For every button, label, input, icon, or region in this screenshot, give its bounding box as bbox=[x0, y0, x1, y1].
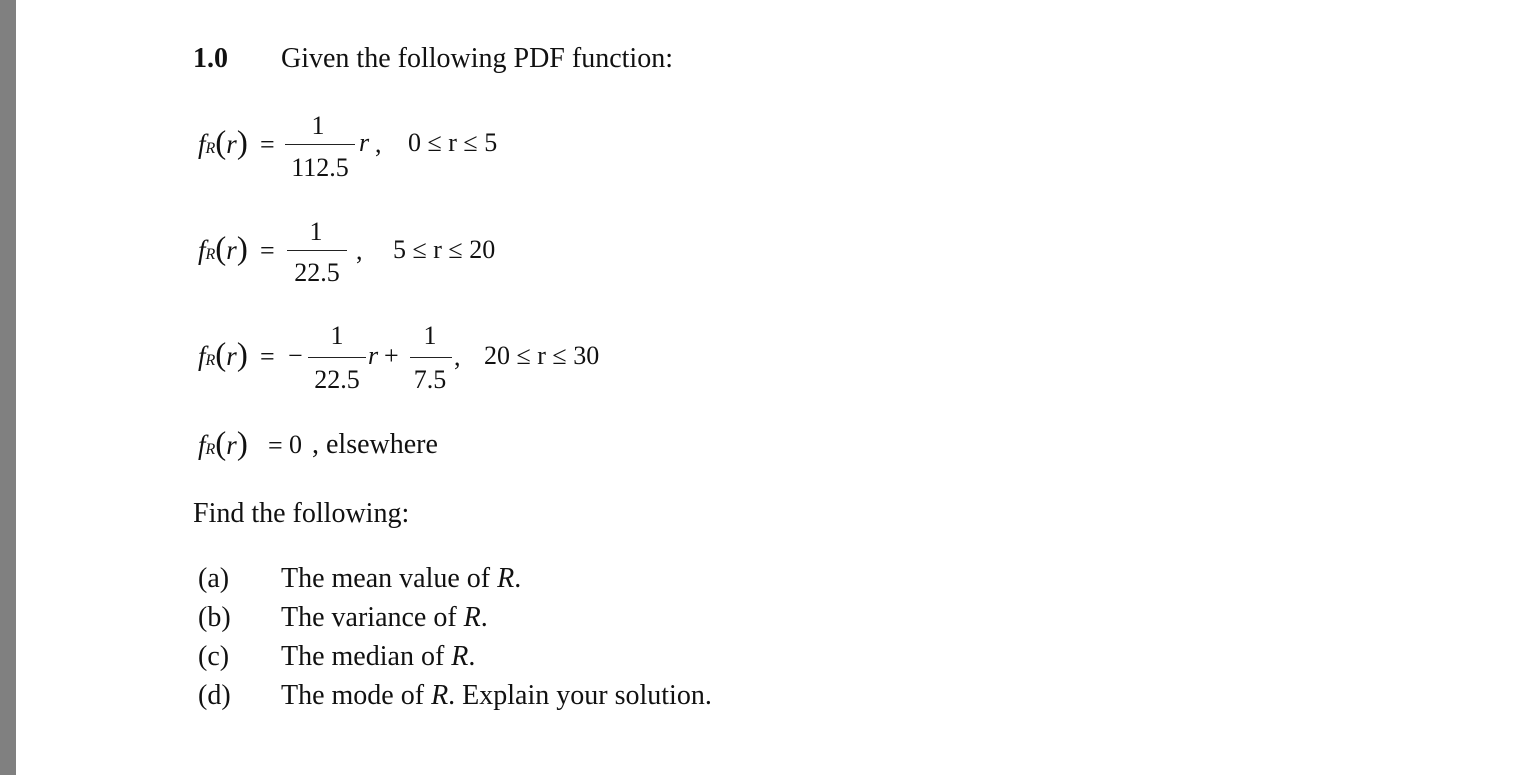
value-zero: 0 bbox=[289, 430, 302, 459]
domain-range: 20 ≤ r ≤ 30 bbox=[484, 341, 600, 370]
section-number: 1.0 bbox=[193, 43, 228, 74]
denominator: 22.5 bbox=[294, 258, 340, 287]
numerator: 1 bbox=[309, 217, 323, 246]
denominator: 7.5 bbox=[413, 365, 447, 394]
numerator: 1 bbox=[311, 111, 325, 140]
question-label: (d) bbox=[198, 680, 231, 711]
comma: , bbox=[454, 342, 461, 371]
denominator: 112.5 bbox=[291, 153, 349, 182]
question-label: (c) bbox=[198, 641, 230, 672]
document-page bbox=[16, 0, 1530, 775]
comma: , bbox=[356, 236, 363, 265]
numerator: 1 bbox=[330, 321, 344, 350]
pdf-function-label: fR(r) bbox=[198, 426, 248, 462]
question-label: (b) bbox=[198, 602, 231, 633]
equals-sign: = bbox=[260, 130, 275, 159]
denominator: 22.5 bbox=[314, 365, 360, 394]
pdf-function-label: fR(r) bbox=[198, 231, 248, 267]
minus-sign: − bbox=[288, 341, 303, 370]
pdf-function-label: fR(r) bbox=[198, 125, 248, 161]
equals-sign: = bbox=[260, 342, 275, 371]
question-text: The mean value of R. bbox=[281, 563, 522, 594]
find-instruction: Find the following: bbox=[193, 498, 410, 529]
question-text: The median of R. bbox=[281, 641, 476, 672]
fraction-bar bbox=[285, 144, 355, 145]
numerator: 1 bbox=[423, 321, 437, 350]
equals-sign: = bbox=[260, 236, 275, 265]
plus-sign: + bbox=[384, 341, 399, 370]
section-heading: Given the following PDF function: bbox=[281, 43, 673, 74]
variable-r: r bbox=[359, 128, 370, 157]
comma: , bbox=[375, 129, 382, 158]
question-text: The variance of R. bbox=[281, 602, 488, 633]
domain-range: 0 ≤ r ≤ 5 bbox=[408, 128, 498, 157]
question-label: (a) bbox=[198, 563, 230, 594]
question-text: The mode of R. Explain your solution. bbox=[281, 680, 712, 711]
elsewhere-text: , elsewhere bbox=[312, 429, 438, 460]
fraction-bar bbox=[287, 250, 347, 251]
fraction-bar bbox=[308, 357, 366, 358]
pdf-function-label: fR(r) bbox=[198, 337, 248, 373]
fraction-bar bbox=[410, 357, 452, 358]
variable-r: r bbox=[368, 341, 379, 370]
domain-range: 5 ≤ r ≤ 20 bbox=[393, 235, 496, 264]
equals-sign: = bbox=[268, 431, 283, 460]
